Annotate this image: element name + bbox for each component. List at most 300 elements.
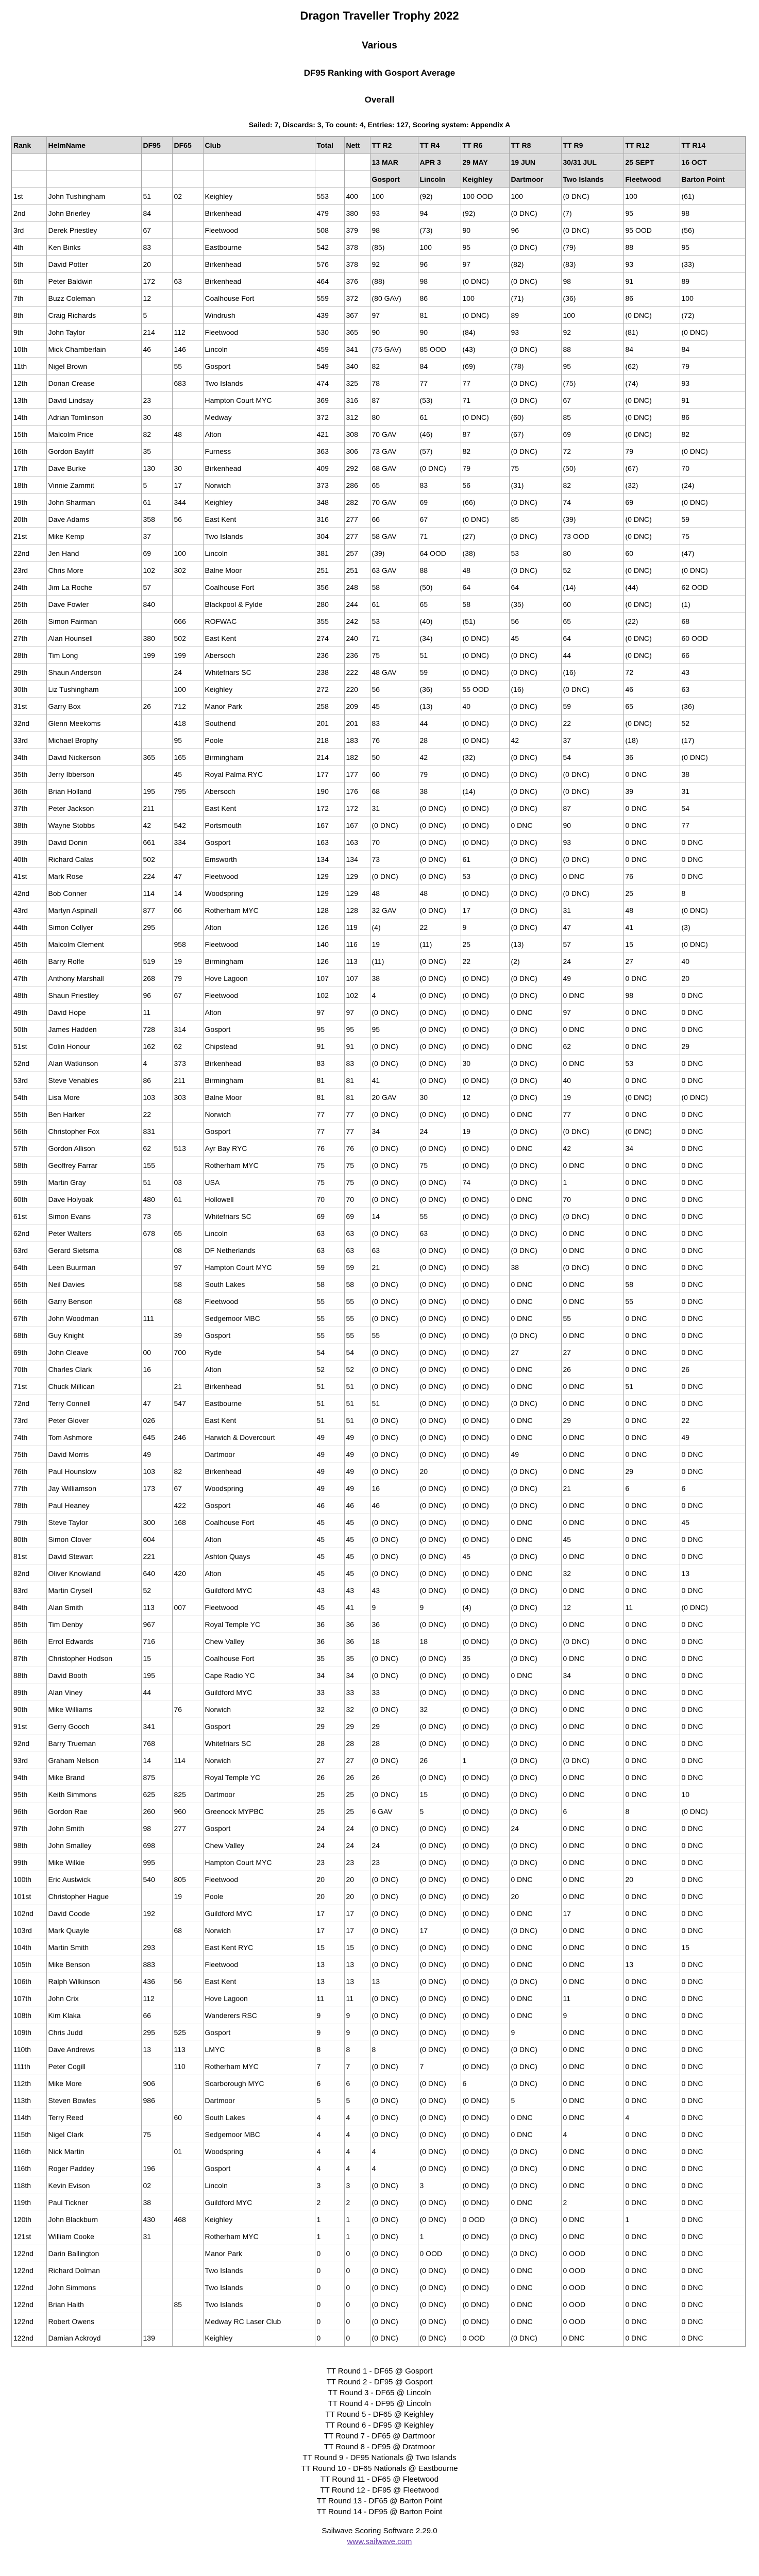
table-row — [11, 1412, 746, 1429]
df95-sail-cell: 995 — [141, 1854, 172, 1871]
race-r12-cell: 79 — [623, 443, 680, 460]
race-r4-cell: (0 DNC) — [418, 1854, 461, 1871]
df65-sail-cell: 795 — [172, 783, 203, 800]
nett-cell: 15 — [344, 1939, 370, 1956]
race-r4-cell: (0 DNC) — [418, 2007, 461, 2024]
race-r8-cell: (0 DNC) — [509, 1718, 561, 1735]
table-row — [11, 477, 746, 494]
race-r12-cell: 0 DNC — [623, 2194, 680, 2211]
race-r12-cell: 0 DNC — [623, 1344, 680, 1361]
race-r8-cell: (0 DNC) — [509, 1684, 561, 1701]
race-r12-cell: 0 DNC — [623, 2041, 680, 2058]
total-cell: 559 — [315, 290, 344, 307]
helm-name-cell: John Brierley — [46, 205, 141, 222]
helm-name-cell: Shaun Anderson — [46, 664, 141, 681]
results-table-header — [11, 137, 746, 188]
race-r9-cell: 100 — [561, 307, 623, 324]
table-row — [11, 375, 746, 392]
club-cell: Norwich — [203, 1701, 315, 1718]
race-r6-cell: (0 DNC) — [461, 1735, 509, 1752]
club-cell: Gosport — [203, 1820, 315, 1837]
race-r8-cell: (0 DNC) — [509, 1480, 561, 1497]
race-r8-cell: (0 DNC) — [509, 528, 561, 545]
race-r12-cell: 91 — [623, 273, 680, 290]
df95-sail-cell: 35 — [141, 443, 172, 460]
race-venue-header: Barton Point — [680, 171, 746, 188]
race-r6-cell: (0 DNC) — [461, 1310, 509, 1327]
race-r8-cell: 0 DNC — [509, 2126, 561, 2143]
race-date-header: 29 MAY — [461, 154, 509, 171]
club-cell: Greenock MYPBC — [203, 1803, 315, 1820]
total-cell: 51 — [315, 1412, 344, 1429]
table-row — [11, 341, 746, 358]
race-r8-cell: (0 DNC) — [509, 664, 561, 681]
total-cell: 27 — [315, 1752, 344, 1769]
club-cell: Rotherham MYC — [203, 2228, 315, 2245]
race-r2-cell: (0 DNC) — [370, 2296, 418, 2313]
df95-sail-cell: 73 — [141, 1208, 172, 1225]
df95-sail-cell — [141, 2143, 172, 2160]
race-r12-cell: 0 DNC — [623, 2092, 680, 2109]
df65-sail-cell: 14 — [172, 885, 203, 902]
race-r6-cell: (0 DNC) — [461, 1684, 509, 1701]
helm-name-cell: Tim Denby — [46, 1616, 141, 1633]
race-r4-cell: (73) — [418, 222, 461, 239]
nett-cell: 55 — [344, 1293, 370, 1310]
race-r8-cell: (0 DNC) — [509, 1242, 561, 1259]
df65-sail-cell: 68 — [172, 1922, 203, 1939]
race-r12-cell: 27 — [623, 953, 680, 970]
nett-cell: 316 — [344, 392, 370, 409]
club-cell: South Lakes — [203, 2109, 315, 2126]
total-cell: 59 — [315, 1259, 344, 1276]
df95-sail-cell — [141, 2262, 172, 2279]
df95-sail-cell: 224 — [141, 868, 172, 885]
race-r8-cell: (0 DNC) — [509, 494, 561, 511]
total-cell: 70 — [315, 1191, 344, 1208]
rank-cell: 102nd — [11, 1905, 46, 1922]
club-cell: Chew Valley — [203, 1633, 315, 1650]
race-r14-cell: 0 DNC — [680, 1106, 746, 1123]
race-r9-cell: 64 — [561, 630, 623, 647]
total-cell: 576 — [315, 256, 344, 273]
nett-cell: 282 — [344, 494, 370, 511]
race-r4-cell: 28 — [418, 732, 461, 749]
rank-cell: 48th — [11, 987, 46, 1004]
rank-cell: 3rd — [11, 222, 46, 239]
sailwave-link[interactable]: www.sailwave.com — [347, 2537, 412, 2546]
race-r8-cell: 0 DNC — [509, 1106, 561, 1123]
club-cell: Coalhouse Fort — [203, 1650, 315, 1667]
helm-name-cell: Guy Knight — [46, 1327, 141, 1344]
race-r14-cell: 60 OOD — [680, 630, 746, 647]
race-r14-cell: 0 DNC — [680, 1191, 746, 1208]
round-list — [0, 2366, 759, 2517]
rank-cell: 105th — [11, 1956, 46, 1973]
race-r6-cell: (0 DNC) — [461, 1837, 509, 1854]
rank-cell: 90th — [11, 1701, 46, 1718]
df95-sail-cell: 75 — [141, 2126, 172, 2143]
race-r14-cell: 0 DNC — [680, 2194, 746, 2211]
race-r9-cell: 37 — [561, 732, 623, 749]
race-r14-cell: 0 DNC — [680, 1667, 746, 1684]
club-cell: Birkenhead — [203, 1055, 315, 1072]
nett-cell: 1 — [344, 2211, 370, 2228]
results-table-body — [11, 188, 746, 2347]
df95-sail-cell: 195 — [141, 1667, 172, 1684]
rank-cell: 73rd — [11, 1412, 46, 1429]
race-r4-cell: (0 DNC) — [418, 2296, 461, 2313]
race-r12-cell: (0 DNC) — [623, 307, 680, 324]
race-r2-cell: 65 — [370, 477, 418, 494]
rank-cell: 31st — [11, 698, 46, 715]
rank-cell: 42nd — [11, 885, 46, 902]
race-r4-cell: 42 — [418, 749, 461, 766]
race-r14-cell: 29 — [680, 1038, 746, 1055]
df65-sail-cell: 68 — [172, 1293, 203, 1310]
race-r9-cell: (16) — [561, 664, 623, 681]
club-cell: Fleetwood — [203, 1293, 315, 1310]
nett-cell: 277 — [344, 511, 370, 528]
race-r14-cell: 0 DNC — [680, 1140, 746, 1157]
race-r4-cell: (0 DNC) — [418, 2211, 461, 2228]
helm-name-cell: Mike Kemp — [46, 528, 141, 545]
race-r2-cell: (88) — [370, 273, 418, 290]
race-r8-cell: 0 DNC — [509, 1310, 561, 1327]
nett-cell: 58 — [344, 1276, 370, 1293]
race-r14-cell: (47) — [680, 545, 746, 562]
race-r8-cell: (0 DNC) — [509, 1650, 561, 1667]
helm-name-cell: Alan Hounsell — [46, 630, 141, 647]
race-r8-cell: 89 — [509, 307, 561, 324]
total-cell: 58 — [315, 1276, 344, 1293]
rank-cell: 112th — [11, 2075, 46, 2092]
race-r12-cell: 20 — [623, 1871, 680, 1888]
total-cell: 274 — [315, 630, 344, 647]
df95-sail-cell: 38 — [141, 2194, 172, 2211]
round-description: TT Round 12 - DF95 @ Fleetwood — [320, 2486, 439, 2495]
df95-sail-cell: 728 — [141, 1021, 172, 1038]
series-summary: Sailed: 7, Discards: 3, To count: 4, Entries: 127, Scoring system: Appendix A — [248, 121, 511, 129]
helm-name-cell: Mike Wilkie — [46, 1854, 141, 1871]
race-r8-cell: (0 DNC) — [509, 2228, 561, 2245]
rank-cell: 32nd — [11, 715, 46, 732]
race-r4-cell: (0 DNC) — [418, 1667, 461, 1684]
club-cell: East Kent — [203, 511, 315, 528]
club-cell: Dartmoor — [203, 1446, 315, 1463]
race-r2-cell: (0 DNC) — [370, 2228, 418, 2245]
race-r8-cell: 0 DNC — [509, 2296, 561, 2313]
total-cell: 172 — [315, 800, 344, 817]
rank-cell: 119th — [11, 2194, 46, 2211]
race-r2-cell: (0 DNC) — [370, 1820, 418, 1837]
race-r14-cell: 0 DNC — [680, 1276, 746, 1293]
race-r14-cell: 6 — [680, 1480, 746, 1497]
table-row — [11, 579, 746, 596]
race-r4-cell: (0 DNC) — [418, 970, 461, 987]
race-r6-cell: (0 DNC) — [461, 2228, 509, 2245]
rank-cell: 55th — [11, 1106, 46, 1123]
race-r14-cell: 0 DNC — [680, 1157, 746, 1174]
race-r14-cell: 0 DNC — [680, 1769, 746, 1786]
race-r2-cell: 78 — [370, 375, 418, 392]
race-r8-cell: 0 DNC — [509, 2007, 561, 2024]
helm-name-cell: Adrian Tomlinson — [46, 409, 141, 426]
df95-sail-cell: 698 — [141, 1837, 172, 1854]
race-r2-cell: (0 DNC) — [370, 1990, 418, 2007]
club-cell: Whitefriars SC — [203, 1735, 315, 1752]
table-row — [11, 392, 746, 409]
df65-sail-cell: 712 — [172, 698, 203, 715]
race-r6-cell: (0 DNC) — [461, 1667, 509, 1684]
race-r14-cell: 0 DNC — [680, 1820, 746, 1837]
df65-sail-cell — [172, 2075, 203, 2092]
race-r8-cell: (35) — [509, 596, 561, 613]
race-r4-cell: 64 OOD — [418, 545, 461, 562]
nett-cell: 76 — [344, 1140, 370, 1157]
race-r8-cell: (0 DNC) — [509, 1208, 561, 1225]
club-cell: Keighley — [203, 2211, 315, 2228]
race-r9-cell: 24 — [561, 953, 623, 970]
helm-name-cell: Liz Tushingham — [46, 681, 141, 698]
total-cell: 7 — [315, 2058, 344, 2075]
table-row — [11, 1480, 746, 1497]
df95-sail-cell: 645 — [141, 1429, 172, 1446]
race-r8-cell: (0 DNC) — [509, 2160, 561, 2177]
nett-cell: 3 — [344, 2177, 370, 2194]
df65-sail-cell: 525 — [172, 2024, 203, 2041]
nett-cell: 49 — [344, 1429, 370, 1446]
race-r4-cell: 79 — [418, 766, 461, 783]
header-blank-cell — [315, 171, 344, 188]
df65-sail-cell — [172, 1123, 203, 1140]
df65-sail-cell: 65 — [172, 1225, 203, 1242]
race-r8-cell: (0 DNC) — [509, 2177, 561, 2194]
race-r4-cell: (0 DNC) — [418, 1956, 461, 1973]
df65-sail-cell: 007 — [172, 1599, 203, 1616]
df65-sail-cell: 100 — [172, 545, 203, 562]
race-r14-cell: 70 — [680, 460, 746, 477]
club-cell: Norwich — [203, 1752, 315, 1769]
race-r6-cell: (0 DNC) — [461, 2245, 509, 2262]
race-r4-cell: (0 DNC) — [418, 953, 461, 970]
race-r9-cell: 42 — [561, 1140, 623, 1157]
race-r6-cell: (0 DNC) — [461, 1786, 509, 1803]
df95-sail-cell: 162 — [141, 1038, 172, 1055]
race-r2-cell: (0 DNC) — [370, 1174, 418, 1191]
df65-sail-cell: 97 — [172, 1259, 203, 1276]
race-r12-cell: 55 — [623, 1293, 680, 1310]
club-cell: Birkenhead — [203, 256, 315, 273]
race-r2-cell: (0 DNC) — [370, 1225, 418, 1242]
race-r12-cell: (67) — [623, 460, 680, 477]
race-r12-cell: 0 DNC — [623, 1888, 680, 1905]
df65-sail-cell — [172, 851, 203, 868]
race-r2-cell: 4 — [370, 987, 418, 1004]
race-r14-cell: 89 — [680, 273, 746, 290]
club-cell: Emsworth — [203, 851, 315, 868]
total-cell: 553 — [315, 188, 344, 205]
nett-cell: 55 — [344, 1327, 370, 1344]
helm-name-cell: David Hope — [46, 1004, 141, 1021]
race-r2-cell: (0 DNC) — [370, 2177, 418, 2194]
table-row — [11, 1259, 746, 1276]
total-cell: 126 — [315, 919, 344, 936]
race-r14-cell: 0 DNC — [680, 1888, 746, 1905]
table-row — [11, 1854, 746, 1871]
race-r4-cell: 0 OOD — [418, 2245, 461, 2262]
race-r14-cell: 0 DNC — [680, 2177, 746, 2194]
race-r12-cell: 0 DNC — [623, 1837, 680, 1854]
table-row — [11, 1276, 746, 1293]
total-cell: 0 — [315, 2296, 344, 2313]
round-description: TT Round 6 - DF95 @ Keighley — [325, 2421, 434, 2430]
race-r12-cell: 0 DNC — [623, 1072, 680, 1089]
race-r2-cell: 14 — [370, 1208, 418, 1225]
race-r8-cell: 0 DNC — [509, 2194, 561, 2211]
race-r2-cell: (0 DNC) — [370, 2211, 418, 2228]
race-r12-cell: (0 DNC) — [623, 528, 680, 545]
race-r12-cell: 0 DNC — [623, 1854, 680, 1871]
race-r2-cell: (0 DNC) — [370, 2245, 418, 2262]
df95-sail-cell: 12 — [141, 290, 172, 307]
race-r6-cell: (0 DNC) — [461, 1616, 509, 1633]
table-row — [11, 1956, 746, 1973]
race-r14-cell: 82 — [680, 426, 746, 443]
nett-cell: 46 — [344, 1497, 370, 1514]
nett-cell: 43 — [344, 1582, 370, 1599]
club-cell: Hampton Court MYC — [203, 1854, 315, 1871]
table-row — [11, 188, 746, 205]
nett-cell: 242 — [344, 613, 370, 630]
race-r8-cell: (0 DNC) — [509, 1327, 561, 1344]
nett-cell: 26 — [344, 1769, 370, 1786]
round-description: TT Round 11 - DF65 @ Fleetwood — [321, 2475, 438, 2484]
total-cell: 20 — [315, 1871, 344, 1888]
nett-cell: 70 — [344, 1191, 370, 1208]
race-r14-cell: 0 DNC — [680, 1531, 746, 1548]
helm-name-cell: Mark Rose — [46, 868, 141, 885]
race-r8-cell: (0 DNC) — [509, 647, 561, 664]
helm-name-cell: Jen Hand — [46, 545, 141, 562]
table-row — [11, 1021, 746, 1038]
race-r12-cell: 0 DNC — [623, 1327, 680, 1344]
table-row — [11, 2007, 746, 2024]
club-cell: Guildford MYC — [203, 1582, 315, 1599]
race-r9-cell: 0 DNC — [561, 1888, 623, 1905]
rank-cell: 23rd — [11, 562, 46, 579]
total-cell: 201 — [315, 715, 344, 732]
race-r6-cell: (0 DNC) — [461, 2024, 509, 2041]
rank-cell: 35th — [11, 766, 46, 783]
table-row — [11, 851, 746, 868]
rank-cell: 89th — [11, 1684, 46, 1701]
race-r14-cell: 68 — [680, 613, 746, 630]
club-cell: Coalhouse Fort — [203, 1514, 315, 1531]
race-r6-cell: (92) — [461, 205, 509, 222]
total-cell: 373 — [315, 477, 344, 494]
helm-name-cell: David Booth — [46, 1667, 141, 1684]
nett-cell: 33 — [344, 1684, 370, 1701]
df95-sail-cell — [141, 1701, 172, 1718]
race-r9-cell: 0 DNC — [561, 2058, 623, 2075]
header-row — [11, 137, 746, 154]
race-r6-cell: (0 DNC) — [461, 1973, 509, 1990]
race-r14-cell: 0 DNC — [680, 1395, 746, 1412]
race-r9-cell: 31 — [561, 902, 623, 919]
helm-name-cell: Dorian Crease — [46, 375, 141, 392]
club-cell: Coalhouse Fort — [203, 290, 315, 307]
rank-cell: 111th — [11, 2058, 46, 2075]
race-r2-cell: (0 DNC) — [370, 2194, 418, 2211]
rank-cell: 34th — [11, 749, 46, 766]
race-r4-cell: 88 — [418, 562, 461, 579]
nett-cell: 177 — [344, 766, 370, 783]
rank-cell: 109th — [11, 2024, 46, 2041]
nett-cell: 365 — [344, 324, 370, 341]
race-r8-cell: 0 DNC — [509, 1378, 561, 1395]
race-r6-cell: (0 DNC) — [461, 1446, 509, 1463]
race-venue-header: Keighley — [461, 171, 509, 188]
helm-name-cell: David Morris — [46, 1446, 141, 1463]
rank-cell: 76th — [11, 1463, 46, 1480]
helm-name-cell: James Hadden — [46, 1021, 141, 1038]
club-cell: Cape Radio YC — [203, 1667, 315, 1684]
table-row — [11, 562, 746, 579]
race-r6-cell: (0 DNC) — [461, 817, 509, 834]
race-r9-cell: 19 — [561, 1089, 623, 1106]
race-r12-cell: 0 DNC — [623, 1616, 680, 1633]
race-r8-cell: 0 DNC — [509, 2262, 561, 2279]
race-r4-cell: (0 DNC) — [418, 1531, 461, 1548]
race-r6-cell: 17 — [461, 902, 509, 919]
rank-cell: 94th — [11, 1769, 46, 1786]
round-description: TT Round 7 - DF65 @ Dartmoor — [324, 2432, 435, 2441]
nett-cell: 222 — [344, 664, 370, 681]
rank-cell: 6th — [11, 273, 46, 290]
nett-cell: 0 — [344, 2296, 370, 2313]
race-r12-cell: 0 DNC — [623, 1922, 680, 1939]
race-r14-cell: 0 DNC — [680, 2041, 746, 2058]
race-r9-cell: 0 DNC — [561, 2092, 623, 2109]
race-r2-cell: 6 GAV — [370, 1803, 418, 1820]
nett-cell: 36 — [344, 1616, 370, 1633]
race-r2-cell: 93 — [370, 205, 418, 222]
rank-cell: 115th — [11, 2126, 46, 2143]
race-r9-cell: 0 DNC — [561, 2228, 623, 2245]
total-cell: 236 — [315, 647, 344, 664]
total-cell: 77 — [315, 1123, 344, 1140]
race-r8-cell: (0 DNC) — [509, 851, 561, 868]
race-r6-cell: 58 — [461, 596, 509, 613]
rank-cell: 57th — [11, 1140, 46, 1157]
helm-name-cell: Dave Holyoak — [46, 1191, 141, 1208]
race-r14-cell: 0 DNC — [680, 1616, 746, 1633]
df95-sail-cell: 26 — [141, 698, 172, 715]
club-cell: Alton — [203, 919, 315, 936]
race-r12-cell: 0 DNC — [623, 2177, 680, 2194]
race-r9-cell: 0 OOD — [561, 2245, 623, 2262]
race-r12-cell: 0 DNC — [623, 2262, 680, 2279]
helm-name-cell: Terry Reed — [46, 2109, 141, 2126]
race-r14-cell: 0 DNC — [680, 1684, 746, 1701]
club-cell: Fleetwood — [203, 1599, 315, 1616]
race-r4-cell: 51 — [418, 647, 461, 664]
nett-cell: 9 — [344, 2024, 370, 2041]
race-r8-cell: (16) — [509, 681, 561, 698]
nett-cell: 116 — [344, 936, 370, 953]
rank-cell: 114th — [11, 2109, 46, 2126]
